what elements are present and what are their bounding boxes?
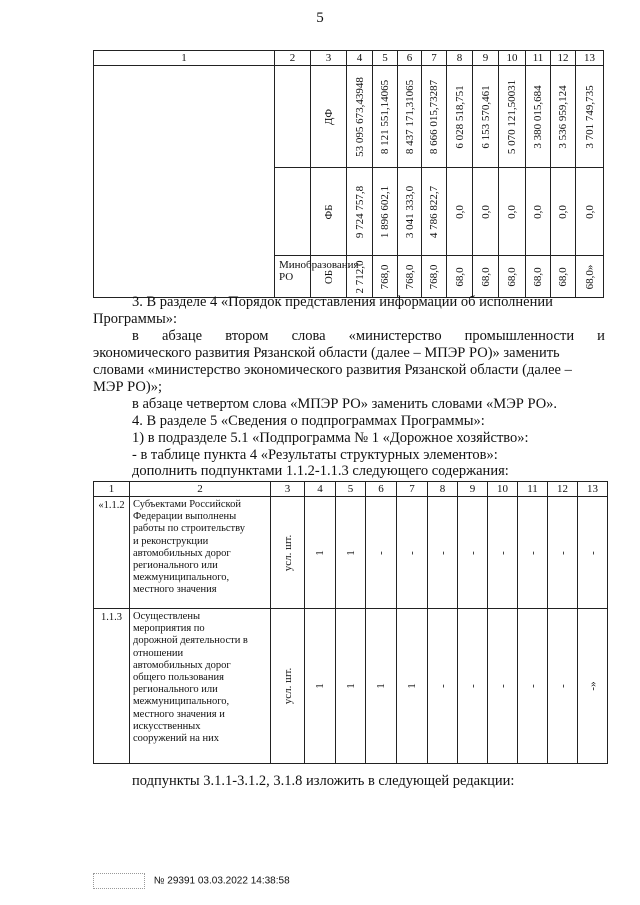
header-cell: 13 [576,51,604,66]
value-text: 68,0» [583,264,596,289]
value-cell [473,66,499,168]
unit-cell [271,497,305,609]
value-text: -» [586,681,599,691]
table-row [94,497,608,609]
value-cell [488,497,518,609]
word: в [132,328,139,344]
value-text: 6 028 518,751 [453,84,466,149]
value-text: 4 786 822,7 [428,185,440,238]
header-cell: 13 [578,482,608,497]
value-cell [499,66,526,168]
value-cell [576,256,604,298]
description-line: местного значения [133,584,217,596]
value-text: 0,0 [532,204,544,219]
value-cell [422,256,447,298]
table-header-row [94,482,608,497]
header-cell: 2 [130,482,271,497]
value-cell [366,497,397,609]
item-description [130,497,271,609]
value-cell [488,609,518,764]
value-text: 53 095 673,43948 [353,76,366,157]
header-cell: 8 [447,51,473,66]
fund-source-label: ФБ [322,203,335,220]
value-cell [398,256,422,298]
item-number: «1.1.2 [94,497,130,609]
description-line: местного значения и [133,708,225,720]
value-text: 68,0 [453,266,466,287]
value-text: - [436,550,449,555]
unit-label: усл. шт. [281,667,294,705]
header-cell: 12 [551,51,576,66]
value-text: 9 724 757,8 [353,185,366,238]
description-line: работы по строительству [133,523,245,535]
value-text: - [586,550,599,555]
value-text: - [466,550,479,555]
description-line: искусственных [133,720,201,732]
value-cell [526,168,551,256]
value-cell [551,66,576,168]
paragraph: 1) в подразделе 5.1 «Подпрограмма № 1 «Дорожное хозяйство»: [132,430,529,446]
value-text: - [496,684,509,688]
paragraph: подпункты 3.1.1-3.1.2, 3.1.8 изложить в следующей редакции: [132,773,515,789]
paragraph: 4. В разделе 5 «Сведения о подпрограммах Программы»: [132,413,485,429]
description-line: Субъектами Российской [133,499,241,510]
description-line: Федерации выполнены [133,511,237,523]
value-cell [578,497,608,609]
footer [93,873,290,889]
value-cell [397,609,428,764]
value-text: 1 [375,683,387,689]
paragraph: Программы»: [93,311,177,327]
item-number: 1.1.3 [94,609,130,764]
value-text: 1 896 602,1 [379,185,391,238]
stamp-icon [93,873,145,889]
value-cell [398,168,422,256]
header-cell: 11 [526,51,551,66]
value-cell [422,66,447,168]
empty-cell [275,168,311,256]
empty-cell [275,66,311,168]
value-cell [305,609,336,764]
description-line: дорожной деятельности в [133,635,248,647]
organization-label: Минобразования РО [279,259,359,283]
header-cell: 4 [347,51,373,66]
value-text: - [556,684,569,688]
value-cell [499,256,526,298]
value-text: - [406,550,418,555]
word: втором [225,328,269,344]
value-cell [336,497,366,609]
value-cell [347,66,373,168]
fund-source-cell [311,168,347,256]
value-text: 0,0 [583,204,596,219]
fund-source-cell [311,66,347,168]
value-text: 3 380 015,684 [532,84,544,149]
value-text: - [436,684,449,688]
value-cell [518,497,548,609]
justified-line [132,328,605,345]
word: слова [291,328,326,344]
value-text: - [496,550,509,555]
value-text: 68,0 [532,266,544,287]
paragraph: в абзаце четвертом слова «МПЭР РО» заменить словами «МЭР РО». [132,396,558,412]
value-cell [347,168,373,256]
description-line: мероприятия по [133,623,205,635]
value-text: 68,0 [506,266,518,287]
word: абзаце [161,328,203,344]
value-cell [447,256,473,298]
description-line: общего пользования [133,672,224,684]
header-cell: 3 [311,51,347,66]
value-text: 1 [314,683,326,689]
value-cell [473,256,499,298]
header-cell: 6 [398,51,422,66]
header-cell: 1 [94,482,130,497]
value-cell [428,609,458,764]
value-text: 68,0 [479,266,492,287]
word: «министерство [348,328,442,344]
unit-label: усл. шт. [281,534,294,571]
value-cell [398,66,422,168]
value-cell [551,168,576,256]
paragraph: дополнить подпунктами 1.1.2-1.1.3 следующего содержания: [132,463,509,479]
header-cell: 9 [458,482,488,497]
document-registration: № 29391 03.03.2022 14:38:58 [153,875,290,887]
value-text: 1 [344,549,357,556]
value-text: 8 121 551,14065 [379,79,391,154]
description-line: и реконструкции [133,535,209,547]
value-text: 0,0 [557,204,569,219]
header-cell: 4 [305,482,336,497]
value-cell [548,609,578,764]
paragraph: - в таблице пункта 4 «Результаты структурных элементов»: [132,447,498,463]
value-text: - [556,550,569,555]
value-cell [422,168,447,256]
header-cell: 8 [428,482,458,497]
header-cell: 9 [473,51,499,66]
value-cell [576,168,604,256]
header-cell: 5 [373,51,398,66]
word: промышленности [464,328,575,344]
value-cell [518,609,548,764]
value-text: 0,0 [453,204,466,219]
paragraph: МЭР РО)»; [93,379,162,395]
value-cell [458,497,488,609]
unit-cell [271,609,305,764]
value-cell [373,168,398,256]
value-text: 768,0 [428,264,440,289]
description-line: сооружений на них [133,733,220,745]
results-table [93,481,608,764]
header-cell: 7 [422,51,447,66]
value-text: 1 [344,683,357,689]
value-cell [366,609,397,764]
value-cell [578,609,608,764]
value-text: 768,0 [379,264,391,289]
header-cell: 6 [366,482,397,497]
value-cell [447,66,473,168]
value-text: 5 070 121,50031 [506,79,518,154]
description-line: автомобильных дорог [133,547,231,559]
description-line: регионального или [133,560,218,572]
table-row [94,609,608,764]
table-row [94,66,604,168]
header-cell: 12 [548,482,578,497]
value-cell [551,256,576,298]
header-cell: 7 [397,482,428,497]
value-text: 8 437 171,31065 [403,79,416,154]
header-cell: 5 [336,482,366,497]
page-number: 5 [316,10,324,26]
value-cell [447,168,473,256]
fund-source-label: ДФ [322,108,335,125]
value-cell [548,497,578,609]
value-cell [458,609,488,764]
value-cell [473,168,499,256]
value-cell [305,497,336,609]
word: и [597,328,605,344]
value-text: 0,0 [479,204,492,219]
header-cell: 11 [518,482,548,497]
header-cell: 10 [488,482,518,497]
value-text: 1 [406,683,418,689]
value-text: 3 041 333,0 [403,185,416,238]
value-text: 8 666 015,73287 [428,79,440,154]
value-cell [576,66,604,168]
value-cell [373,256,398,298]
description-line: автомобильных дорог [133,659,231,671]
table-header-row [94,51,604,66]
header-cell: 3 [271,482,305,497]
fund-source-label: ОБ [322,269,335,284]
value-cell [336,609,366,764]
header-cell: 2 [275,51,311,66]
value-text: - [526,684,539,688]
description-line: отношении [133,647,184,659]
value-cell [428,497,458,609]
description-line: Осуществлены [133,611,201,622]
value-text: 2 712,0 [353,260,366,293]
value-cell [397,497,428,609]
value-text: 0,0 [506,204,518,219]
paragraph: экономического развития Рязанской области (далее – МПЭР РО)» заменить [93,345,560,361]
description-line: регионального или [133,684,218,696]
value-cell [526,66,551,168]
fund-source-cell [311,256,347,298]
header-cell: 1 [94,51,275,66]
value-text: 68,0 [557,266,569,287]
value-text: 1 [314,549,326,556]
item-description [130,609,271,764]
paragraph: 3. В разделе 4 «Порядок представления информации об исполнении [132,294,553,310]
value-cell [526,256,551,298]
value-text: - [375,550,387,555]
value-cell [499,168,526,256]
value-text: - [526,550,539,555]
value-text: 3 536 959,124 [557,84,569,149]
description-line: межмуниципального, [133,696,230,708]
paragraph: словами «министерство экономического развития Рязанской области (далее – [93,362,572,378]
value-text: 3 701 749,735 [583,84,596,149]
value-text: 6 153 570,461 [479,84,492,149]
value-text: 768,0 [403,264,416,289]
value-text: - [466,684,479,688]
value-cell [347,256,373,298]
funding-table [93,50,604,298]
value-cell [373,66,398,168]
description-line: межмуниципального, [133,572,230,584]
header-cell: 10 [499,51,526,66]
